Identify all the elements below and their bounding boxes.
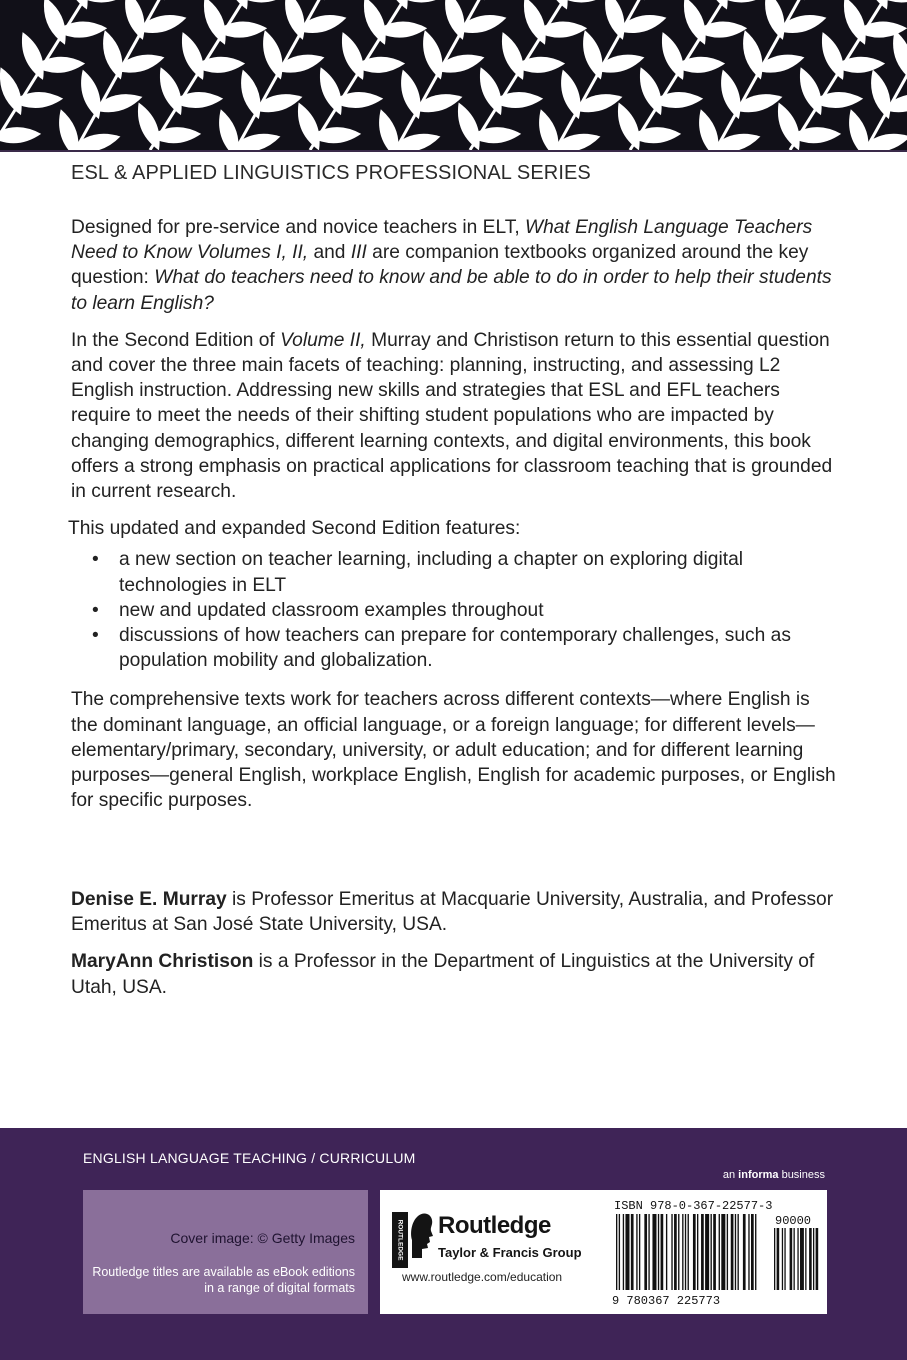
publisher-name: Routledge (438, 1212, 551, 1239)
price-code: 90000 (775, 1214, 812, 1228)
barcode-bar (719, 1214, 720, 1290)
barcode-bar (616, 1214, 617, 1290)
barcode-bar (797, 1228, 798, 1290)
barcode-bar (784, 1228, 785, 1290)
barcode-bar (619, 1214, 620, 1290)
leaf-shape (555, 67, 586, 121)
barcode-bar (623, 1214, 624, 1290)
barcode-bar (701, 1214, 704, 1290)
barcode-bar (711, 1214, 712, 1290)
author-bio: MaryAnn Christison is a Professor in the Department of Linguistics at the University of Utah, USA. (71, 951, 815, 998)
barcode-bar (666, 1214, 667, 1290)
barcode-bar (661, 1214, 664, 1290)
leaf-shape (257, 28, 288, 82)
barcode-bar (625, 1214, 629, 1290)
barcode-bar (816, 1228, 819, 1290)
cover-credit: Cover image: © Getty Images (170, 1230, 355, 1246)
author-bio: Denise E. Murray is Professor Emeritus at Macquarie University, Australia, and Professor Emeritus at San José State University, USA. (71, 889, 834, 936)
barcode-bar (774, 1228, 775, 1290)
isbn-text: ISBN 978-0-367-22577-3 (614, 1199, 773, 1213)
author-bios (71, 887, 841, 1012)
ebook-note: Routledge titles are available as eBook editions in a range of digital formats (92, 1265, 355, 1295)
description-paragraph-4: The comprehensive texts work for teachers across different contexts—where English is the dominant language, an official language, or a foreign language; for different levels—elementary/primary, secondary, university, or adult education; and for different learning purposes—general English, workplace English, English for academic purposes, or English for specific purposes. (71, 689, 836, 812)
barcode-digits: 9 780367 225773 (612, 1294, 721, 1308)
leaf-shape (313, 64, 348, 118)
leaf-shape (15, 29, 50, 83)
barcode-bar (648, 1214, 649, 1290)
feature-item: • a new section on teacher learning, including a chapter on exploring digital technologies in ELT (92, 549, 743, 596)
barcode-bar (705, 1214, 709, 1290)
leaf-shape (0, 126, 42, 145)
barcode-bar (685, 1214, 686, 1290)
leaf-shape (451, 99, 486, 150)
publisher-box (380, 1190, 827, 1314)
routledge-vertical-wordmark (392, 1212, 408, 1268)
barcode-bar (751, 1214, 754, 1290)
leaf-pattern-graphic (0, 0, 907, 150)
bullet-icon: • (92, 599, 99, 621)
leaf-shape (655, 29, 690, 83)
barcode-bar (713, 1214, 716, 1290)
publisher-url[interactable]: www.routledge.com/education (402, 1270, 563, 1284)
key-question-italic: What do teachers need to know and be able to do in order to help their students to learn English? (71, 267, 832, 314)
barcode-bar (697, 1214, 698, 1290)
series-title: ESL & APPLIED LINGUISTICS PROFESSIONAL SERIES (71, 162, 591, 184)
barcode-bar (639, 1214, 640, 1290)
subject-category: ENGLISH LANGUAGE TEACHING / CURRICULUM (83, 1150, 416, 1166)
leaf-shape (715, 67, 746, 121)
barcode-bar (805, 1228, 806, 1290)
leaf-shape (395, 67, 426, 121)
barcode-bar (693, 1214, 696, 1290)
description-body (68, 215, 841, 825)
barcode-bar (644, 1214, 647, 1290)
leaf-shape (75, 67, 106, 121)
informa-tagline: an informa business (722, 1169, 825, 1181)
svg-text:ROUTLEDGE: ROUTLEDGE (396, 1219, 404, 1261)
features-list (92, 547, 841, 673)
leaf-shape (611, 99, 646, 150)
leaf-shape (153, 64, 188, 118)
barcode-bar (800, 1228, 804, 1290)
leaf-shape (865, 67, 896, 121)
barcode-bar (671, 1214, 672, 1290)
leaf-shape (577, 28, 608, 82)
barcode-bar (731, 1214, 734, 1290)
barcode-bar (727, 1214, 728, 1290)
author-name: Denise E. Murray (71, 889, 227, 910)
leaf-shape (235, 67, 266, 121)
barcode-bar (790, 1228, 793, 1290)
description-paragraph-1: Designed for pre-service and novice teachers in ELT, What English Language Teachers Need to Know Volumes I, II, and III are companion textbooks organized around the key question: What do teachers need to know and be able to do in order to help their students to learn English? (71, 217, 832, 314)
barcode-bar (721, 1214, 725, 1290)
features-intro: This updated and expanded Second Edition features: (68, 518, 521, 540)
leaf-shape (771, 99, 806, 150)
barcode-bar (809, 1228, 812, 1290)
leaf-shape (473, 64, 508, 118)
leaf-shape (737, 28, 768, 82)
leaf-shape (793, 64, 828, 118)
leaf-pattern-band (0, 0, 907, 150)
book-title-italic: What English Language Teachers Need to Know Volumes I, II, (71, 217, 813, 264)
barcode-bar (682, 1214, 683, 1290)
band-divider (0, 150, 907, 152)
leaf-shape (97, 28, 128, 82)
leaf-shape (417, 28, 448, 82)
publisher-group: Taylor & Francis Group (438, 1245, 582, 1260)
leaf-shape (335, 29, 370, 83)
feature-item: • discussions of how teachers can prepare for contemporary challenges, such as population mobility and globalization. (92, 625, 791, 672)
cover-credit-box (83, 1190, 368, 1314)
leaf-shape (815, 29, 850, 83)
barcode-bar (688, 1214, 689, 1290)
leaf-shape (495, 29, 530, 83)
barcode-bar (777, 1228, 780, 1290)
bullet-icon: • (92, 549, 99, 571)
barcode-bar (652, 1214, 656, 1290)
leaf-shape (633, 64, 668, 118)
feature-item: • new and updated classroom examples throughout (92, 598, 841, 623)
barcode-bar (678, 1214, 679, 1290)
barcode-bar (813, 1228, 814, 1290)
barcode-bar (743, 1214, 746, 1290)
barcode-bar (735, 1214, 736, 1290)
barcode-bar (636, 1214, 637, 1290)
author-name: MaryAnn Christison (71, 951, 254, 973)
barcode-bar (631, 1214, 634, 1290)
barcode-bar (674, 1214, 677, 1290)
bullet-icon: • (92, 625, 99, 647)
barcode-bar (738, 1214, 739, 1290)
leaf-shape (291, 99, 326, 150)
barcode-bar (755, 1214, 756, 1290)
barcode-bar (658, 1214, 659, 1290)
leaf-shape (131, 99, 166, 150)
barcode-bar (748, 1214, 749, 1290)
isbn-barcode (608, 1196, 820, 1308)
barcode-bar (782, 1228, 783, 1290)
routledge-head-logo-icon (408, 1210, 434, 1260)
leaf-shape (175, 29, 210, 83)
barcode-bar (794, 1228, 795, 1290)
description-paragraph-2: In the Second Edition of Volume II, Murray and Christison return to this essential question and cover the three main facets of teaching: planning, instructing, and assessing L2 English instruction. Addressing new skills and strategies that ESL and EFL teachers require to meet the needs of their shifting student populations who are impacted by changing demographics, different learning contexts, and digital environments, this book offers a strong emphasis on practical applications for classroom teaching that is grounded in current research. (71, 329, 833, 503)
